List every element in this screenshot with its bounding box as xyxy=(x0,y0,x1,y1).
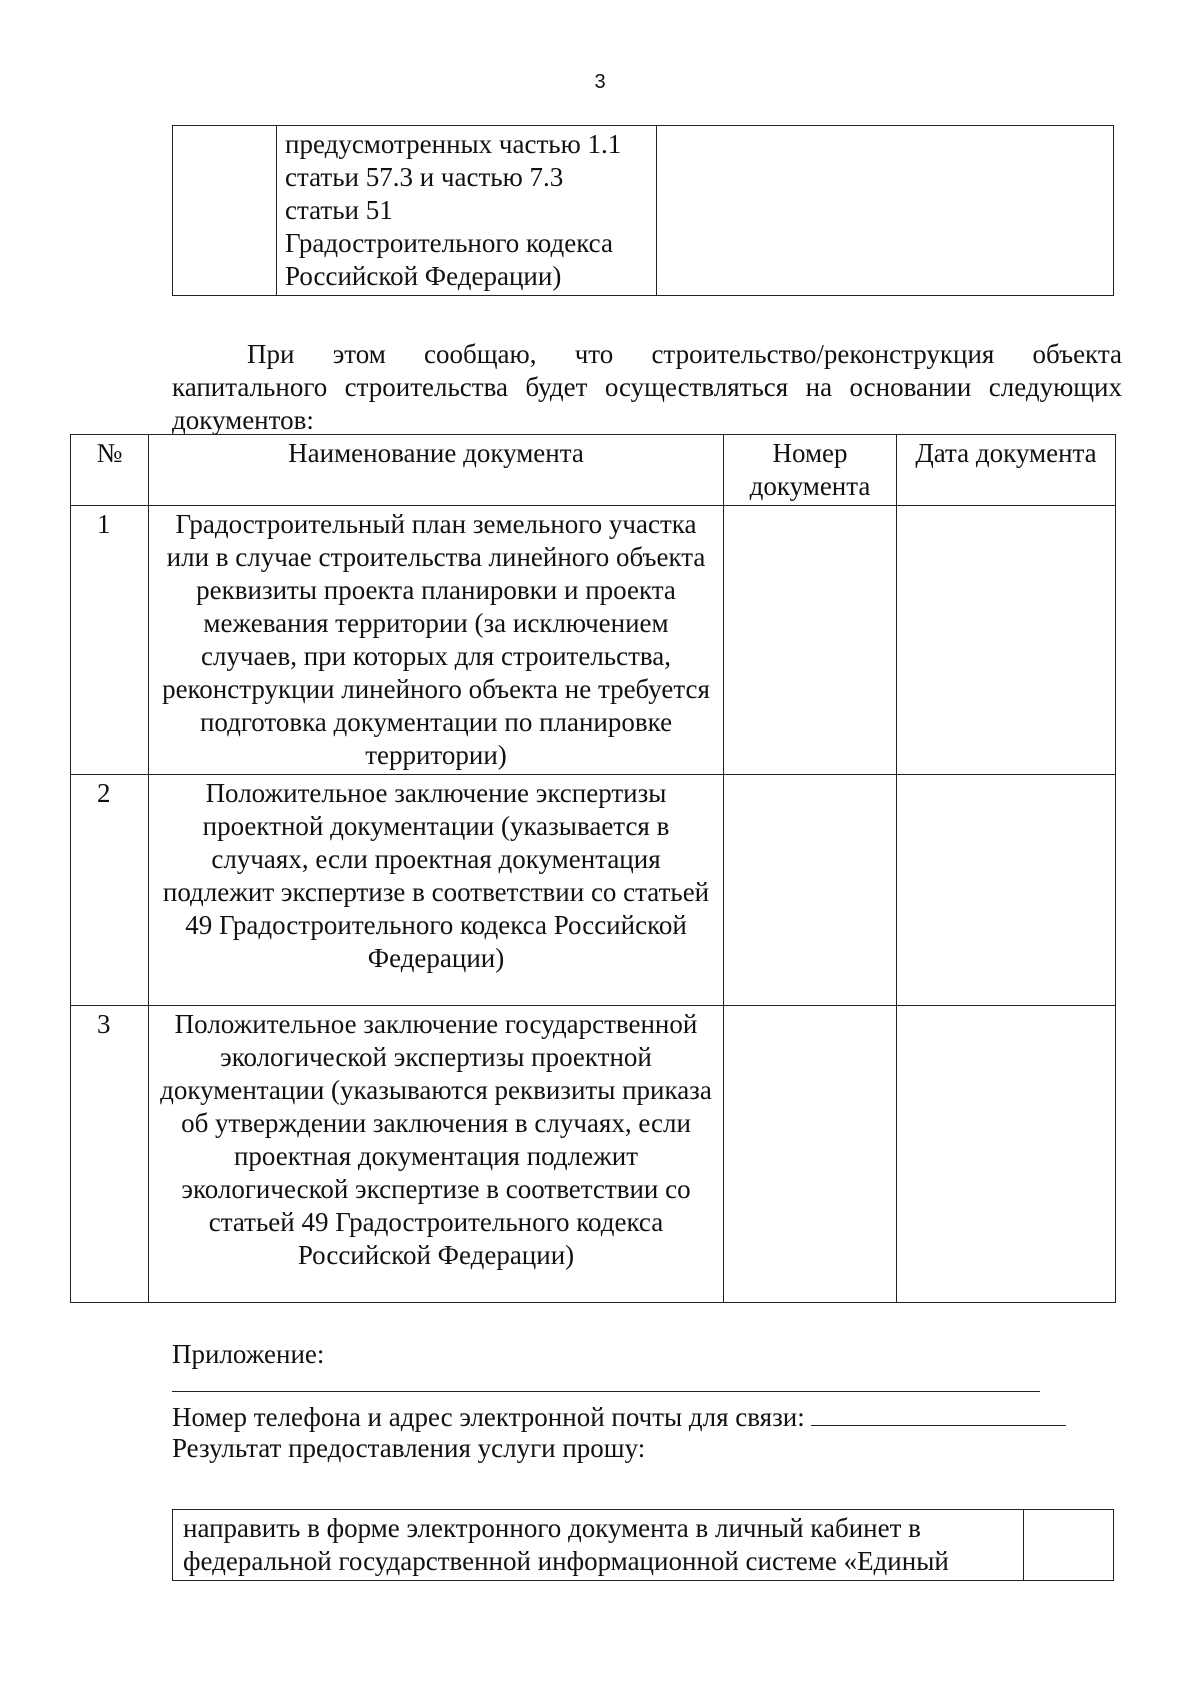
legal-reference-cell xyxy=(277,126,657,296)
text-line: федеральной государственной информационной системе «Единый xyxy=(183,1546,949,1576)
text-line: Российской Федерации) xyxy=(285,261,562,291)
header-name: Наименование документа xyxy=(149,435,724,506)
intro-line-2: капитального строительства будет осуществляться на основании следующих xyxy=(172,372,1122,402)
table-row xyxy=(71,1006,1116,1303)
contact-label: Номер телефона и адрес электронной почты для связи: xyxy=(172,1402,805,1432)
word: строительство/реконструкция xyxy=(651,339,995,369)
row-doc-name: Положительное заключение государственной экологической экспертизы проектной документации (указываются реквизиты приказа об утверждении заключения в случаях, если проектная документация подлежит экологической экспертизе в соответствии со статьей 49 Градостроительного кодекса Российской Федерации) xyxy=(149,1006,724,1303)
row-doc-date[interactable] xyxy=(897,506,1116,775)
result-option-checkbox[interactable] xyxy=(1024,1510,1114,1581)
row-doc-name: Градостроительный план земельного участка или в случае строительства линейного объекта реквизиты проекта планировки и проекта межевания территории (за исключением случаев, при которых для строительства, реконструкции линейного объекта не требуется подготовка документации по планировке территории) xyxy=(149,506,724,775)
table-header-row xyxy=(71,435,1116,506)
row-doc-date[interactable] xyxy=(897,775,1116,1006)
appendix-label: Приложение: xyxy=(172,1339,325,1369)
word: При xyxy=(247,339,295,369)
row-doc-number[interactable] xyxy=(724,506,897,775)
contact-fill-blank[interactable] xyxy=(811,1399,1066,1426)
page-number: 3 xyxy=(594,71,606,93)
text-line: статьи 51 xyxy=(285,195,393,225)
row-num: 2 xyxy=(71,775,149,1006)
word: сообщаю, xyxy=(424,339,537,369)
table-row xyxy=(173,1510,1114,1581)
word: что xyxy=(574,339,614,369)
header-num: № xyxy=(71,435,149,506)
table-row xyxy=(173,126,1114,296)
table-row xyxy=(71,506,1116,775)
text-line: предусмотренных частью 1.1 xyxy=(285,129,622,159)
row-num: 3 xyxy=(71,1006,149,1303)
word: этом xyxy=(332,339,386,369)
documents-table xyxy=(70,434,1116,1303)
row-doc-number[interactable] xyxy=(724,775,897,1006)
result-label: Результат предоставления услуги прошу: xyxy=(172,1433,646,1463)
row-doc-date[interactable] xyxy=(897,1006,1116,1303)
text-line: Градостроительного кодекса xyxy=(285,228,613,258)
contact-line xyxy=(172,1399,1066,1434)
result-options-table xyxy=(172,1509,1114,1581)
row-num: 1 xyxy=(71,506,149,775)
row-doc-name: Положительное заключение экспертизы проектной документации (указывается в случаях, если проектная документация подлежит экспертизе в соответствии со статьей 49 Градостроительного кодекса Российской Федерации) xyxy=(149,775,724,1006)
intro-line-1 xyxy=(172,338,1122,371)
intro-paragraph xyxy=(172,338,1122,437)
result-option-text xyxy=(173,1510,1024,1581)
empty-cell xyxy=(173,126,277,296)
top-continuation-table xyxy=(172,125,1114,296)
table-row xyxy=(71,775,1116,1006)
header-doc-number: Номер документа xyxy=(724,435,897,506)
input-cell[interactable] xyxy=(657,126,1114,296)
text-line: статьи 57.3 и частью 7.3 xyxy=(285,162,564,192)
header-doc-date: Дата документа xyxy=(897,435,1116,506)
word: объекта xyxy=(1032,339,1122,369)
appendix-fill-line[interactable] xyxy=(172,1391,1040,1392)
text-line: направить в форме электронного документа в личный кабинет в xyxy=(183,1513,921,1543)
row-doc-number[interactable] xyxy=(724,1006,897,1303)
intro-line-3: документов: xyxy=(172,405,314,435)
